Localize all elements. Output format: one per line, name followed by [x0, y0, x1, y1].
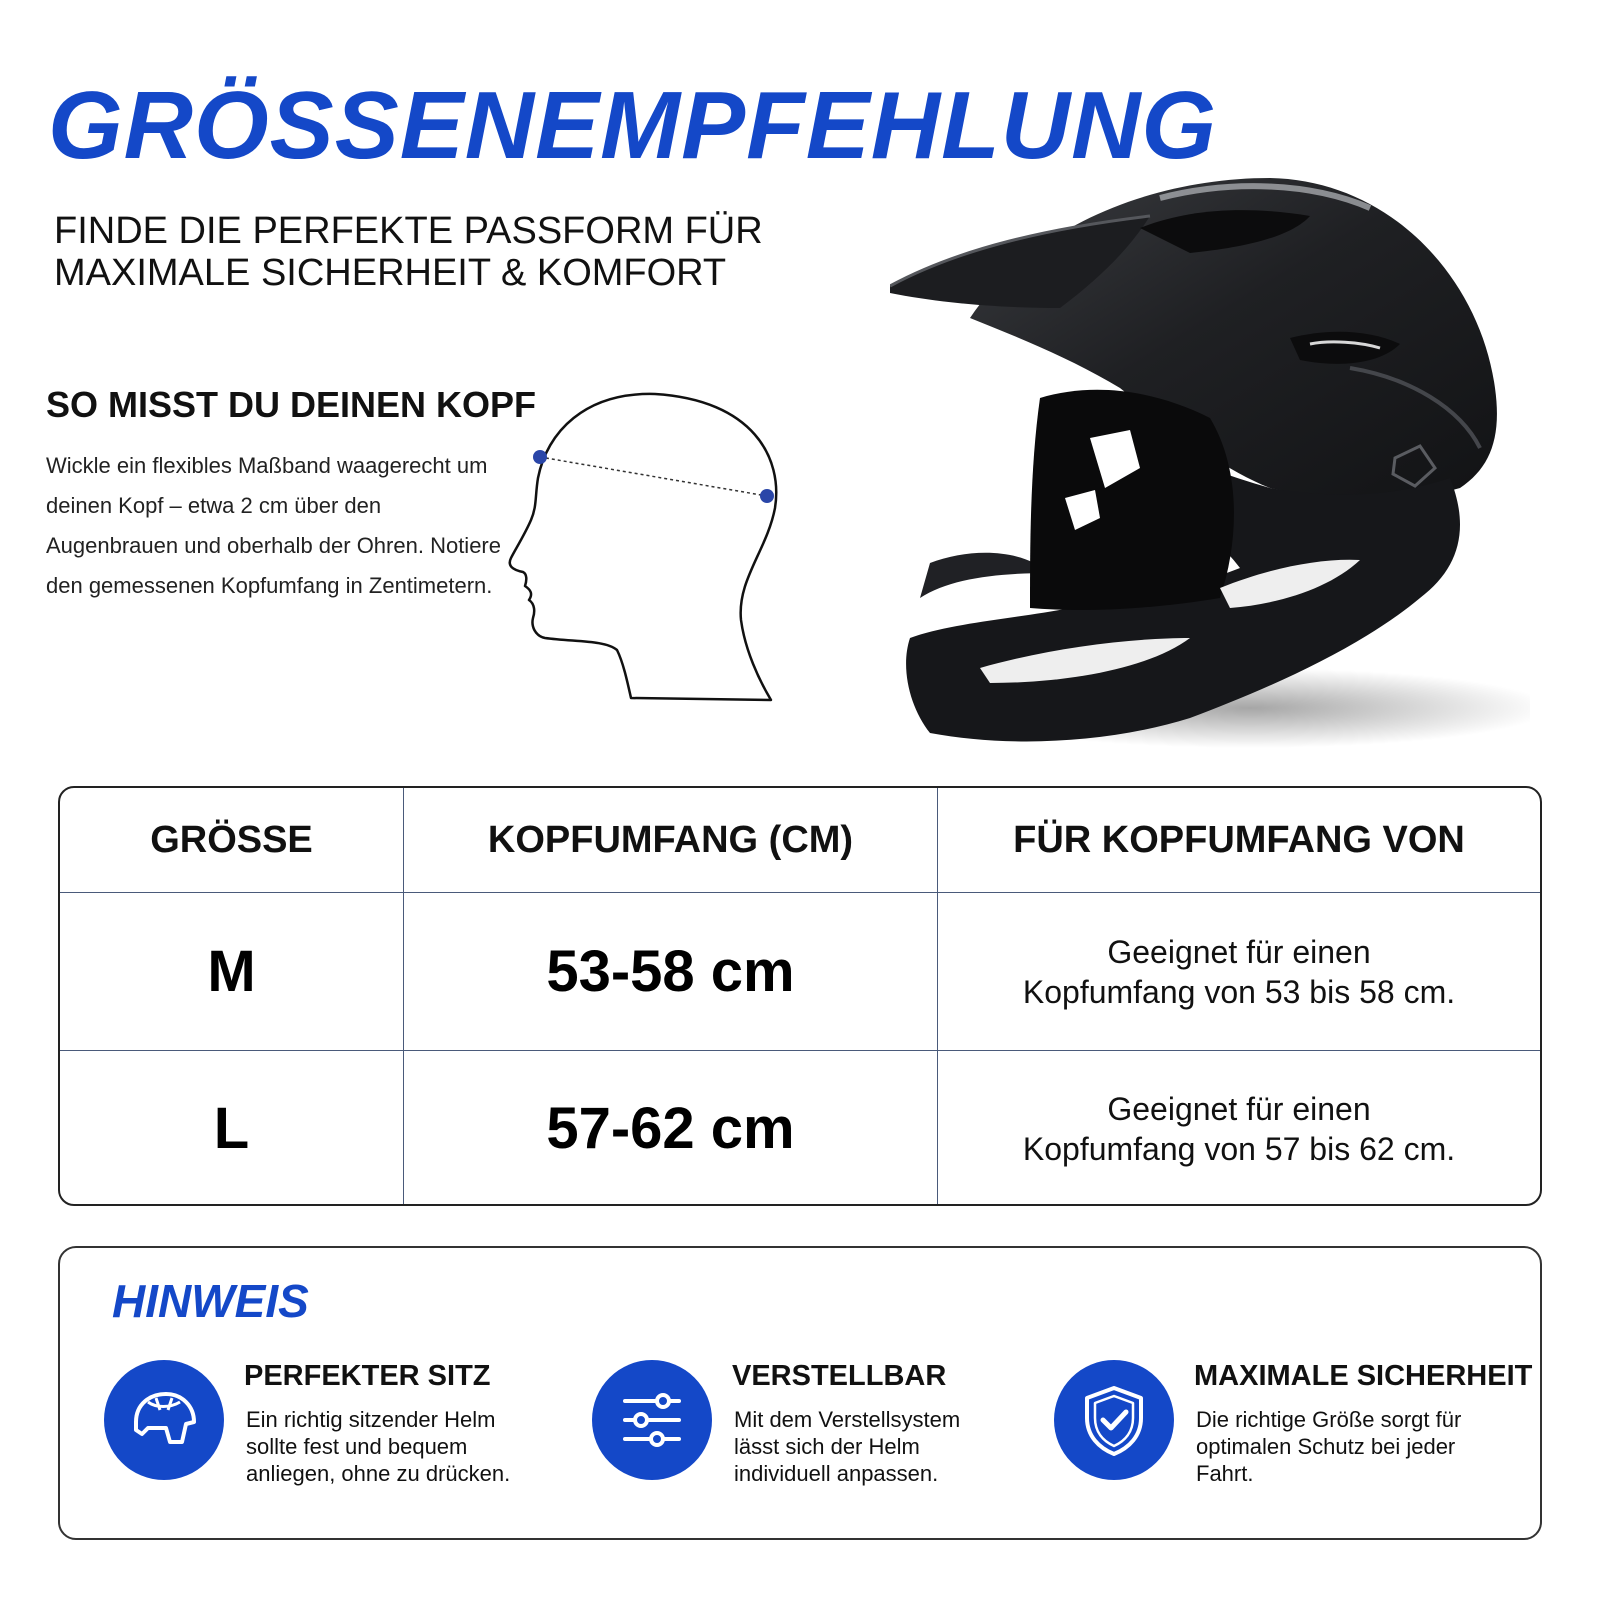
size-label: L [60, 1051, 404, 1206]
table-header-row [60, 788, 1540, 893]
feature-text: Die richtige Größe sorgt für optimalen Schutz bei jeder Fahrt. [1196, 1407, 1462, 1486]
table-row [60, 893, 1540, 1051]
measure-dot-back [760, 489, 774, 503]
feature-title: PERFEKTER SITZ [244, 1360, 491, 1392]
feature-title: MAXIMALE SICHERHEIT [1194, 1360, 1533, 1392]
size-description [938, 893, 1540, 1050]
helmet-icon [104, 1360, 224, 1480]
header-circumference: KOPFUMFANG (CM) [404, 788, 938, 892]
size-description-line-1: Geeignet für einen [1107, 933, 1371, 970]
note-title: HINWEIS [112, 1275, 309, 1327]
note-box [58, 1246, 1542, 1540]
head-profile-illustration [505, 380, 805, 720]
size-description-line-1: Geeignet für einen [1107, 1090, 1371, 1127]
size-description [938, 1051, 1540, 1206]
subtitle-line-2: MAXIMALE SICHERHEIT & KOMFORT [54, 252, 727, 294]
sliders-icon [592, 1360, 712, 1480]
measure-dot-front [533, 450, 547, 464]
subtitle [54, 210, 763, 294]
page-title: GRÖSSENEMPFEHLUNG [48, 72, 1218, 179]
circumference-range: 53-58 cm [404, 893, 938, 1050]
size-label: M [60, 893, 404, 1050]
shield-check-icon [1054, 1360, 1174, 1480]
feature-text: Mit dem Verstellsystem lässt sich der Helm individuell anpassen. [734, 1407, 961, 1486]
size-table [58, 786, 1542, 1206]
header-suitable-for: FÜR KOPFUMFANG VON [1013, 818, 1465, 861]
header-size: GRÖSSE [60, 788, 404, 892]
feature-text: Ein richtig sitzender Helm sollte fest und bequem anliegen, ohne zu drücken. [246, 1407, 511, 1486]
helmet-product-image [890, 168, 1530, 778]
subtitle-line-1: FINDE DIE PERFEKTE PASSFORM FÜR [54, 210, 763, 252]
size-description-line-2: Kopfumfang von 53 bis 58 cm. [1022, 973, 1456, 1010]
feature-title: VERSTELLBAR [732, 1360, 947, 1392]
measure-heading: SO MISST DU DEINEN KOPF [46, 384, 537, 425]
table-row [60, 1051, 1540, 1206]
size-description-line-2: Kopfumfang von 57 bis 62 cm. [1022, 1130, 1456, 1167]
circumference-range: 57-62 cm [404, 1051, 938, 1206]
measure-instructions: Wickle ein flexibles Maßband waagerecht um deinen Kopf – etwa 2 cm über den Augenbrauen und oberhalb der Ohren. Notiere den gemessenen Kopfumfang in Zentimetern. [46, 453, 501, 598]
